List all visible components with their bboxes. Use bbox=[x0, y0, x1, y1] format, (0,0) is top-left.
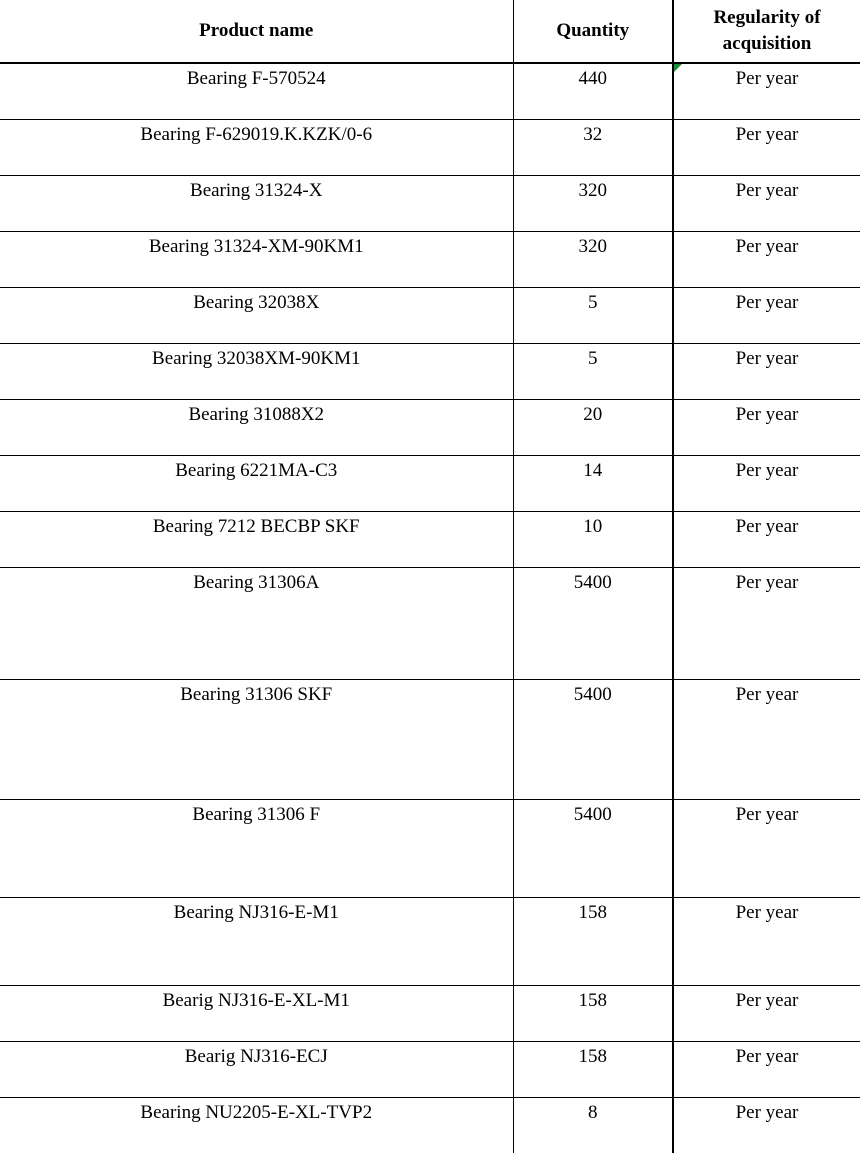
product-name-cell[interactable]: Bearig NJ316-ECJ bbox=[0, 1041, 513, 1097]
regularity-cell[interactable]: Per year bbox=[673, 119, 860, 175]
quantity-cell[interactable]: 158 bbox=[513, 897, 673, 985]
quantity-cell[interactable]: 5 bbox=[513, 343, 673, 399]
quantity-cell[interactable]: 8 bbox=[513, 1097, 673, 1153]
quantity-cell[interactable]: 5400 bbox=[513, 679, 673, 799]
table-row bbox=[0, 399, 860, 455]
regularity-cell[interactable]: Per year bbox=[673, 175, 860, 231]
quantity-cell[interactable]: 5400 bbox=[513, 567, 673, 679]
quantity-cell[interactable]: 440 bbox=[513, 63, 673, 119]
header-regularity[interactable]: Regularity of acquisition bbox=[673, 0, 860, 63]
product-name-cell[interactable]: Bearing F-629019.K.KZK/0-6 bbox=[0, 119, 513, 175]
product-name-cell[interactable]: Bearing 7212 BECBP SKF bbox=[0, 511, 513, 567]
comment-indicator-icon[interactable] bbox=[674, 64, 682, 72]
quantity-cell[interactable]: 158 bbox=[513, 985, 673, 1041]
product-name-cell[interactable]: Bearing 31306 F bbox=[0, 799, 513, 897]
regularity-cell[interactable]: Per year bbox=[673, 897, 860, 985]
product-name-cell[interactable]: Bearing 32038X bbox=[0, 287, 513, 343]
regularity-cell[interactable]: Per year bbox=[673, 399, 860, 455]
table-row bbox=[0, 511, 860, 567]
table-row bbox=[0, 679, 860, 799]
header-quantity[interactable]: Quantity bbox=[513, 0, 673, 63]
table-row bbox=[0, 1097, 860, 1153]
quantity-cell[interactable]: 320 bbox=[513, 231, 673, 287]
regularity-cell[interactable]: Per year bbox=[673, 511, 860, 567]
regularity-cell[interactable]: Per year bbox=[673, 679, 860, 799]
table-row bbox=[0, 63, 860, 119]
regularity-cell[interactable]: Per year bbox=[673, 799, 860, 897]
quantity-cell[interactable]: 5400 bbox=[513, 799, 673, 897]
table-row bbox=[0, 119, 860, 175]
table-row bbox=[0, 897, 860, 985]
product-name-cell[interactable]: Bearing 31324-XM-90KM1 bbox=[0, 231, 513, 287]
table-row bbox=[0, 343, 860, 399]
header-product-name[interactable]: Product name bbox=[0, 0, 513, 63]
product-name-cell[interactable]: Bearing 31324-X bbox=[0, 175, 513, 231]
table-row bbox=[0, 985, 860, 1041]
quantity-cell[interactable]: 14 bbox=[513, 455, 673, 511]
product-name-cell[interactable]: Bearing 31088X2 bbox=[0, 399, 513, 455]
quantity-cell[interactable]: 20 bbox=[513, 399, 673, 455]
table-row bbox=[0, 231, 860, 287]
quantity-cell[interactable]: 10 bbox=[513, 511, 673, 567]
product-name-cell[interactable]: Bearing 32038XM-90KM1 bbox=[0, 343, 513, 399]
regularity-cell[interactable]: Per year bbox=[673, 287, 860, 343]
product-name-cell[interactable]: Bearig NJ316-E-XL-M1 bbox=[0, 985, 513, 1041]
table-row bbox=[0, 799, 860, 897]
table-row bbox=[0, 567, 860, 679]
regularity-cell[interactable]: Per year bbox=[673, 231, 860, 287]
regularity-cell[interactable]: Per year bbox=[735, 1101, 799, 1123]
product-name-cell[interactable]: Bearing NJ316-E-M1 bbox=[0, 897, 513, 985]
product-name-cell[interactable]: Bearing NU2205-E-XL-TVP2 bbox=[0, 1097, 513, 1153]
table-row bbox=[0, 287, 860, 343]
regularity-cell[interactable]: Per year bbox=[673, 1041, 860, 1097]
quantity-cell[interactable]: 5 bbox=[513, 287, 673, 343]
header-row bbox=[0, 0, 860, 63]
regularity-cell[interactable]: Per year bbox=[673, 567, 860, 679]
table-row bbox=[0, 455, 860, 511]
quantity-cell[interactable]: 158 bbox=[513, 1041, 673, 1097]
regularity-cell[interactable]: Per year bbox=[673, 343, 860, 399]
quantity-cell[interactable]: 32 bbox=[513, 119, 673, 175]
product-name-cell[interactable]: Bearing 6221MA-C3 bbox=[0, 455, 513, 511]
regularity-cell[interactable]: Per year bbox=[673, 455, 860, 511]
product-name-cell[interactable]: Bearing 31306 SKF bbox=[0, 679, 513, 799]
regularity-cell[interactable]: Per year bbox=[673, 985, 860, 1041]
regularity-cell[interactable]: Per year bbox=[673, 63, 860, 119]
table-row bbox=[0, 1041, 860, 1097]
quantity-cell[interactable]: 320 bbox=[513, 175, 673, 231]
table-row bbox=[0, 175, 860, 231]
product-name-cell[interactable]: Bearing 31306A bbox=[0, 567, 513, 679]
product-name-cell[interactable]: Bearing F-570524 bbox=[0, 63, 513, 119]
